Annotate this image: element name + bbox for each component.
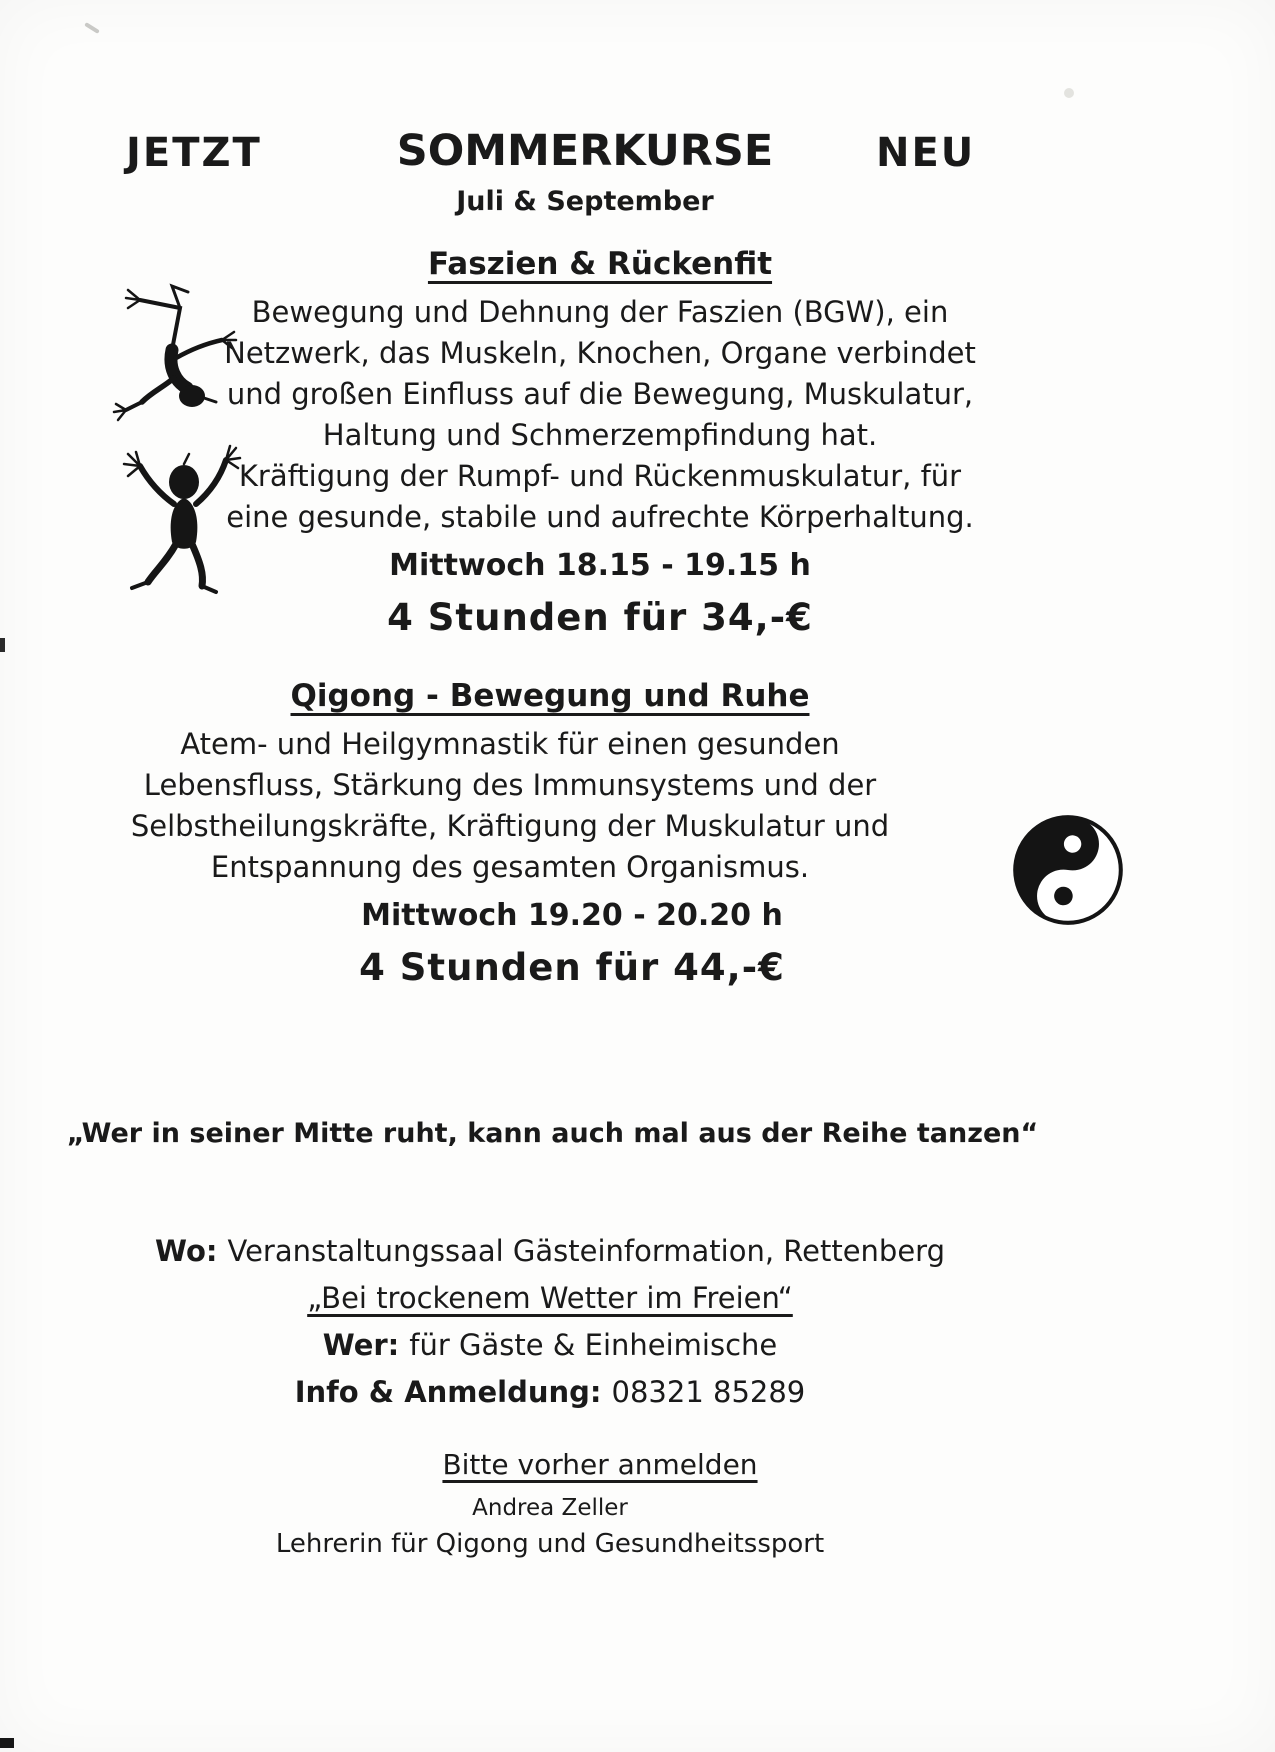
where-row [0, 1228, 1100, 1275]
who-row [0, 1322, 1100, 1369]
scan-artifact [1064, 88, 1074, 98]
quote-text: „Wer in seiner Mitte ruht, kann auch mal aus der Reihe tanzen“ [66, 1118, 1039, 1149]
yin-yang-icon [1010, 812, 1126, 928]
who-label: Wer: [322, 1328, 400, 1362]
course-description-line: eine gesunde, stabile und aufrechte Körperhaltung. [226, 500, 974, 534]
course-description-line: und großen Einfluss auf die Bewegung, Muskulatur, [226, 377, 974, 411]
course-title: Faszien & Rückenfit [427, 246, 773, 282]
course-schedule: Mittwoch 19.20 - 20.20 h [361, 898, 783, 933]
footer-block [0, 1448, 1100, 1559]
course-schedule: Mittwoch 18.15 - 19.15 h [389, 548, 811, 583]
page-title: SOMMERKURSE [396, 126, 774, 176]
course-description-line: Kräftigung der Rumpf- und Rückenmuskulatur, für [238, 459, 962, 493]
scan-artifact [84, 22, 100, 34]
instructor-name: Andrea Zeller [472, 1495, 628, 1521]
course-description-line: Bewegung und Dehnung der Faszien (BGW), ein [251, 295, 949, 329]
course-section-qigong [95, 678, 925, 989]
header-badge-right: NEU [876, 130, 976, 176]
course-description-line: Haltung und Schmerzempfindung hat. [322, 418, 878, 452]
course-description-line: Entspannung des gesamten Organismus. [210, 850, 810, 884]
course-description-line: Lebensfluss, Stärkung des Immunsystems und der [143, 768, 877, 802]
course-price: 4 Stunden für 34,-€ [387, 596, 813, 639]
weather-row [0, 1275, 1100, 1322]
scan-artifact [0, 1738, 14, 1748]
header-badge-left: JETZT [126, 130, 262, 176]
contact-row [0, 1369, 1100, 1416]
scan-artifact [0, 638, 5, 652]
course-description-line: Selbstheilungskräfte, Kräftigung der Muskulatur und [130, 809, 890, 843]
where-label: Wo: [155, 1234, 218, 1268]
course-title: Qigong - Bewegung und Ruhe [290, 678, 810, 714]
instructor-title: Lehrerin für Qigong und Gesundheitssport [275, 1529, 825, 1559]
footer-note: Bitte vorher anmelden [442, 1448, 758, 1481]
course-price: 4 Stunden für 44,-€ [359, 946, 785, 989]
weather-note: „Bei trockenem Wetter im Freien“ [307, 1281, 793, 1315]
contact-label: Info & Anmeldung: [294, 1375, 602, 1409]
where-value: Veranstaltungssaal Gästeinformation, Rettenberg [227, 1234, 945, 1268]
who-value: für Gäste & Einheimische [409, 1328, 778, 1362]
course-section-fascia [170, 246, 1030, 639]
details-block [0, 1228, 1100, 1416]
contact-phone: 08321 85289 [611, 1375, 806, 1409]
course-description-line: Netzwerk, das Muskeln, Knochen, Organe verbindet [224, 336, 976, 370]
page-subtitle: Juli & September [456, 186, 714, 217]
course-description-line: Atem- und Heilgymnastik für einen gesunden [180, 727, 840, 761]
